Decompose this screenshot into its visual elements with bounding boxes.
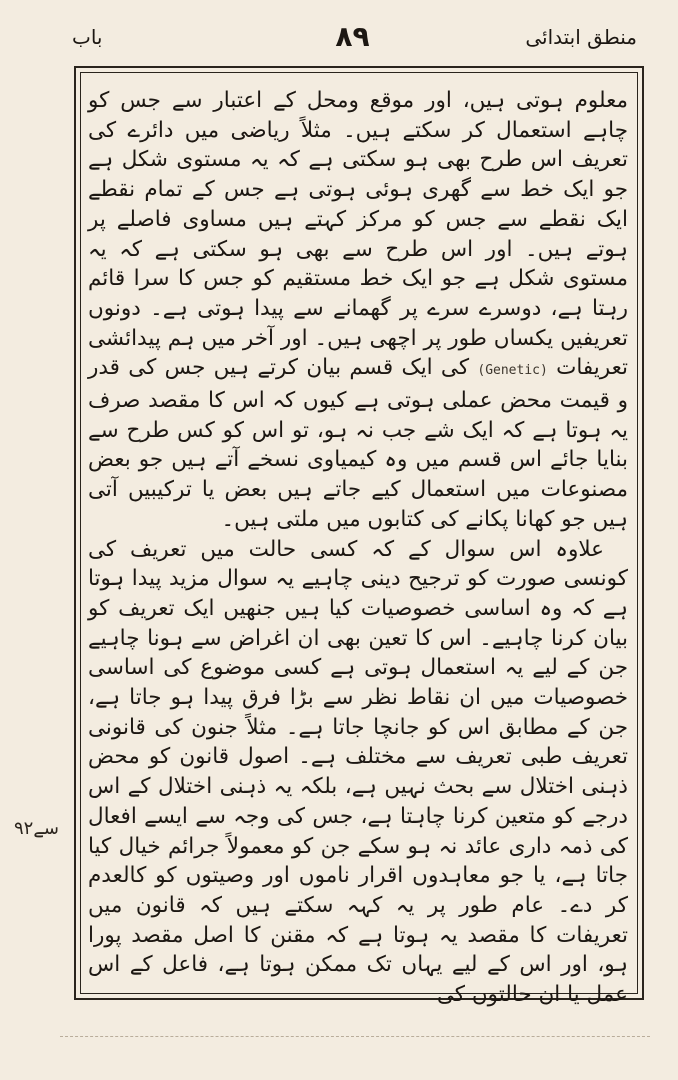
paragraph-2: علاوہ اس سوال کے کہ کسی حالت میں تعریف کی کونسی صورت کو ترجیح دینی چاہیے یہ سوال مزید پیدا ہوتا ہے کہ وہ اساسی خصوصیات کیا ہیں جنھیں ایک تعریف کو بیان کرنا چاہیے۔ اس کا تعین بھی ان اغراض سے ہونا چاہیے جن کے لیے یہ استعمال ہوتی ہے کسی موضوع کی اساسی خصوصیات میں ان نقاط نظر سے بڑا فرق پیدا ہو جاتا ہے، جن کے مطابق اس کو جانچا جاتا ہے۔ مثلاً جنون کی قانونی تعریف طبی تعریف سے مختلف ہے۔ اصول قانون کو محض ذہنی اختلال سے بحث نہیں ہے، بلکہ یہ ذہنی اختلال کے اس درجے کو متعین کرنا چاہتا ہے، جس کی وجہ سے ایسے افعال کی ذمہ داری عائد نہ ہو سکے جن کو معمولاً جرائم خیال کیا جاتا ہے، یا جو معاہدوں اقرار ناموں اور وصیتوں کو کالعدم کر دے۔ عام طور پر یہ کہہ سکتے ہیں کہ قانون میں تعریفات کا مقصد یہ ہوتا ہے کہ مقنن کا اصل مقصد پورا ہو، اور اس کے لیے یہاں تک ممکن ہوتا ہے، فاعل کے اس عمل یا ان حالتوں کی <box>88 536 628 1008</box>
paragraph-1-continuation: کی ایک قسم بیان کرتے ہیں جس کی قدر و قیمت محض عملی ہوتی ہے کیوں کہ اس کا مقصد صرف یہ ہوتا ہے کہ ایک شے جب نہ ہو، تو اس کو کس طرح سے بنایا جائے اس قسم میں وہ کیمیاوی نسخے آتے ہیں جو بعض مصنوعات میں استعمال کیے جاتے ہیں بعض یا ترکیبیں آتی ہیں جو کھانا پکانے کی کتابوں میں ملتی ہیں۔ <box>88 355 628 532</box>
bottom-rule <box>60 1036 650 1037</box>
margin-note: سے٩٢ <box>14 818 59 839</box>
chapter-label: باب <box>72 25 103 49</box>
page-header <box>60 22 645 58</box>
page-number: ٨٩ <box>335 20 370 53</box>
paragraph-1-text: معلوم ہوتی ہیں، اور موقع ومحل کے اعتبار سے جس کو چاہے استعمال کر سکتے ہیں۔ مثلاً ریاضی میں دائرے کی تعریف اس طرح بھی ہو سکتی ہے کہ یہ مستوی شکل ہے جو ایک خط سے گھری ہوئی ہوتی ہے جس کے تمام نقطے ایک نقطے سے جس کو مرکز کہتے ہیں مساوی فاصلے پر ہوتے ہیں۔ اور اس طرح سے بھی ہو سکتی ہے کہ یہ مستوی شکل ہے جو ایک خط مستقیم کو جس کا سرا قائم رہتا ہے، دوسرے سرے پر گھمانے سے پیدا ہوتی ہے۔ دونوں تعریفیں یکساں طور پر اچھی ہیں۔ اور آخر میں ہم پیدائشی تعریفات <box>88 88 628 381</box>
paragraph-1 <box>88 86 628 535</box>
page-body <box>88 86 628 1008</box>
latin-term: (Genetic) <box>477 363 548 379</box>
book-title: منطق ابتدائی <box>525 25 637 49</box>
